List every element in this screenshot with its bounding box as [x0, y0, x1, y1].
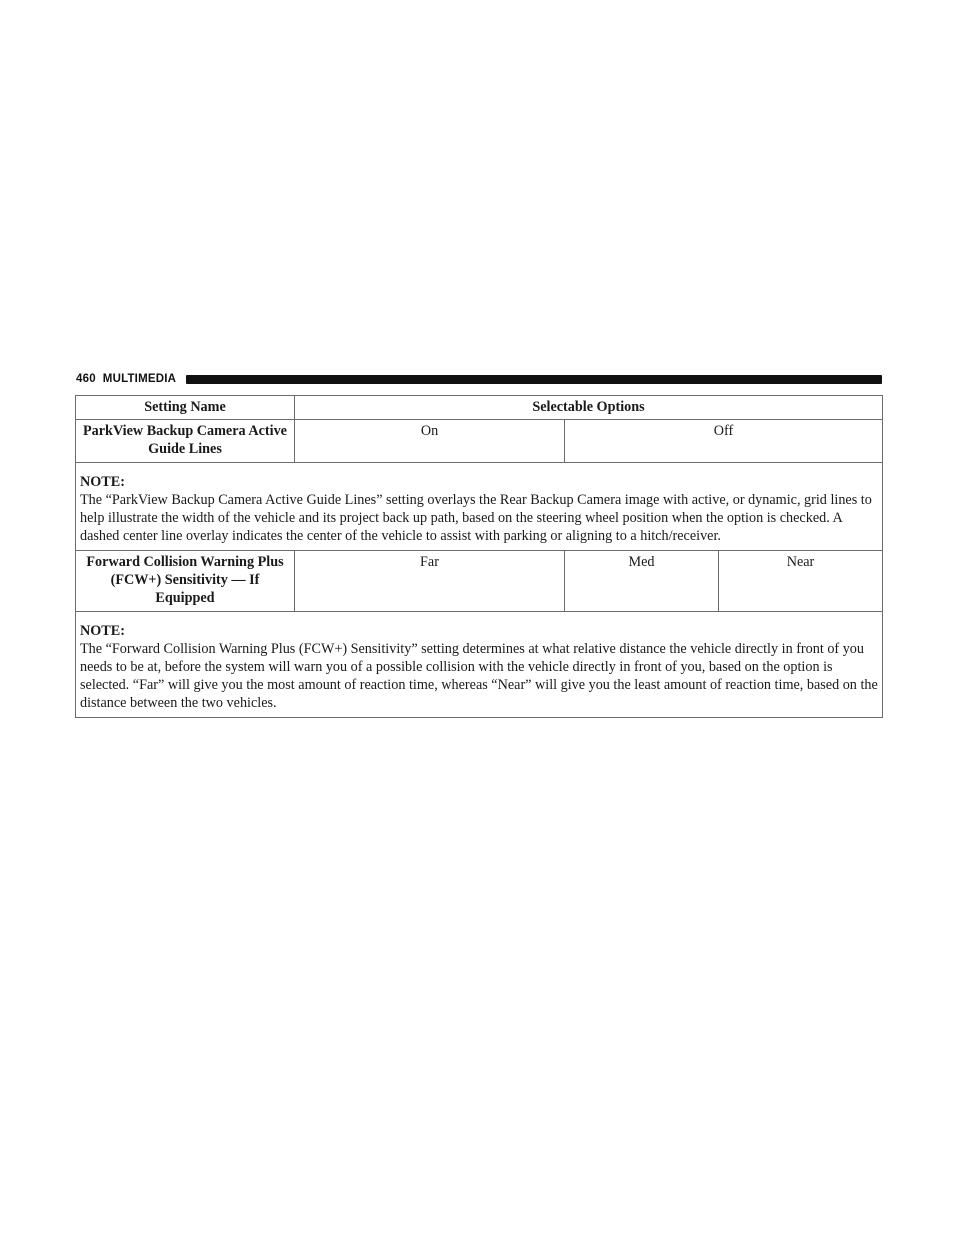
note-row: [76, 612, 883, 718]
setting-name-header: Setting Name: [76, 396, 295, 420]
table-header-row: [76, 396, 883, 420]
note-text: The “ParkView Backup Camera Active Guide Lines” setting overlays the Rear Backup Camera image with active, or dynamic, grid lines to help illustrate the width of the vehicle and its project back up path, based on the steering wheel position when the option is checked. A dashed center line overlay indicates the center of the vehicle to assist with parking or aligning to a hitch/receiver.: [80, 492, 872, 544]
header-rule: [186, 375, 882, 384]
page-number: 460: [76, 373, 96, 385]
option-cell: Off: [565, 420, 883, 463]
section-title: MULTIMEDIA: [102, 373, 177, 385]
setting-name-cell: ParkView Backup Camera Active Guide Lines: [76, 420, 295, 463]
setting-name-cell: Forward Collision Warning Plus (FCW+) Sensitivity — If Equipped: [76, 551, 295, 612]
note-text: The “Forward Collision Warning Plus (FCW+) Sensitivity” setting determines at what relative distance the vehicle directly in front of you needs to be at, before the system will warn you of a possible collision with the vehicle directly in front of you, based on the option is selected. “Far” will give you the most amount of reaction time, whereas “Near” will give you the least amount of reaction time, based on the distance between the two vehicles.: [80, 641, 878, 711]
note-label: NOTE:: [80, 623, 125, 639]
table-row: [76, 551, 883, 612]
option-cell: Far: [295, 551, 565, 612]
settings-table: [75, 395, 883, 718]
note-cell: [76, 612, 883, 718]
note-cell: [76, 463, 883, 551]
note-label: NOTE:: [80, 474, 125, 490]
note-row: [76, 463, 883, 551]
option-cell: Med: [565, 551, 719, 612]
option-cell: Near: [719, 551, 883, 612]
option-cell: On: [295, 420, 565, 463]
selectable-options-header: Selectable Options: [295, 396, 883, 420]
table-row: [76, 420, 883, 463]
page-header: [76, 372, 882, 386]
